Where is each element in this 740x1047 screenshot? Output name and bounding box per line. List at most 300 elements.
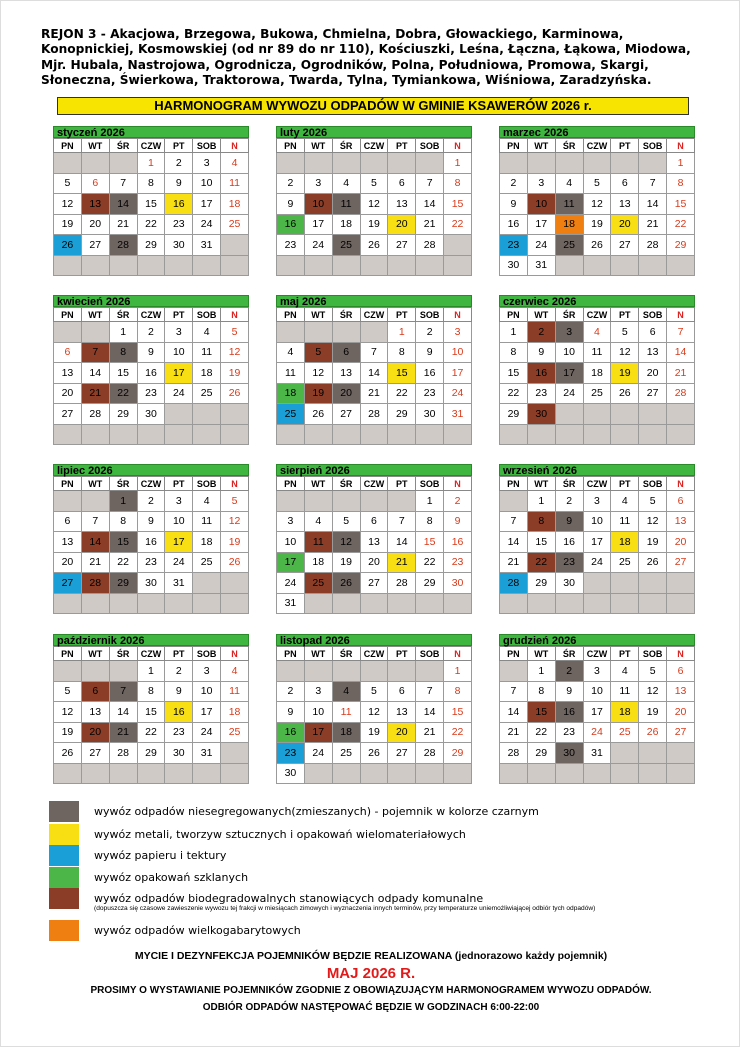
empty-day-cell [137,593,165,614]
month-title: kwiecień 2026 [53,295,249,307]
empty-day-cell [555,404,583,425]
day-cell: 7 [500,511,528,532]
empty-day-cell [81,491,109,512]
weekday-header: SOB [193,308,221,322]
day-cell: 15 [416,532,444,553]
empty-day-cell [165,255,193,276]
day-cell: 29 [137,743,165,764]
day-cell: 12 [360,702,388,723]
empty-day-cell [81,661,109,682]
weekday-header: N [667,308,695,322]
day-cell: 8 [527,681,555,702]
day-cell: 21 [109,214,137,235]
month-table [499,307,695,445]
day-cell: 4 [332,173,360,194]
empty-day-cell [54,255,82,276]
empty-day-cell [221,763,249,784]
weekday-header: PT [165,647,193,661]
day-cell: 5 [639,661,667,682]
empty-day-cell [360,491,388,512]
day-cell: 3 [527,173,555,194]
day-cell: 17 [277,552,305,573]
empty-day-cell [332,255,360,276]
footer-hours-note: ODBIÓR ODPADÓW NASTĘPOWAĆ BĘDZIE W GODZINACH 6:00-22:00 [202,1002,540,1013]
weekday-header: PN [277,647,305,661]
day-cell: 18 [277,383,305,404]
day-cell: 22 [109,552,137,573]
day-cell: 7 [360,342,388,363]
weekday-header: PN [54,308,82,322]
legend-swatch [49,824,79,845]
month-table [499,138,695,276]
empty-day-cell [611,153,639,174]
day-cell: 10 [165,342,193,363]
day-cell: 26 [221,383,249,404]
empty-day-cell [583,404,611,425]
empty-day-cell [304,763,332,784]
weekday-header: WT [81,139,109,153]
weekday-header: WT [304,139,332,153]
weekday-header: ŚR [332,308,360,322]
empty-day-cell [500,593,528,614]
day-cell: 5 [54,681,82,702]
empty-day-cell [416,153,444,174]
month-table [53,646,249,784]
day-cell: 8 [500,342,528,363]
day-cell: 28 [416,235,444,256]
legend-label: wywóz opakowań szklanych [94,871,249,884]
day-cell: 25 [221,214,249,235]
weekday-header: ŚR [555,139,583,153]
legend-label: wywóz odpadów niesegregowanych(zmieszanych) - pojemnik w kolorze czarnym [94,805,539,818]
month-table [276,307,472,445]
day-cell: 1 [388,322,416,343]
day-cell: 9 [137,342,165,363]
day-cell: 4 [221,153,249,174]
day-cell: 13 [611,194,639,215]
weekday-header: SOB [639,647,667,661]
day-cell: 8 [109,342,137,363]
day-cell: 15 [137,194,165,215]
empty-day-cell [81,255,109,276]
day-cell: 26 [583,235,611,256]
empty-day-cell [388,424,416,445]
day-cell: 1 [667,153,695,174]
day-cell: 18 [193,363,221,384]
empty-day-cell [388,255,416,276]
day-cell: 7 [388,511,416,532]
day-cell: 5 [304,342,332,363]
day-cell: 9 [165,681,193,702]
day-cell: 1 [137,661,165,682]
day-cell: 15 [444,702,472,723]
month-table [53,138,249,276]
day-cell: 27 [54,573,82,594]
month-table [276,138,472,276]
day-cell: 26 [54,743,82,764]
day-cell: 10 [304,702,332,723]
weekday-header: PN [500,139,528,153]
day-cell: 2 [527,322,555,343]
day-cell: 11 [611,511,639,532]
empty-day-cell [416,661,444,682]
day-cell: 24 [583,552,611,573]
day-cell: 25 [332,235,360,256]
month-title: grudzień 2026 [499,634,695,646]
empty-day-cell [639,404,667,425]
empty-day-cell [611,404,639,425]
weekday-header: ŚR [109,308,137,322]
empty-day-cell [193,573,221,594]
day-cell: 24 [583,722,611,743]
day-cell: 11 [332,702,360,723]
empty-day-cell [304,424,332,445]
day-cell: 13 [54,363,82,384]
empty-day-cell [221,593,249,614]
day-cell: 3 [193,661,221,682]
day-cell: 12 [639,511,667,532]
day-cell: 5 [360,173,388,194]
empty-day-cell [109,424,137,445]
day-cell: 29 [416,573,444,594]
day-cell: 19 [54,214,82,235]
day-cell: 15 [527,532,555,553]
empty-day-cell [54,593,82,614]
day-cell: 2 [444,491,472,512]
day-cell: 1 [500,322,528,343]
day-cell: 24 [165,552,193,573]
day-cell: 12 [54,194,82,215]
day-cell: 17 [304,214,332,235]
day-cell: 4 [332,681,360,702]
month-table [499,476,695,614]
weekday-header: N [444,308,472,322]
month-calendar [53,295,249,445]
day-cell: 13 [667,681,695,702]
day-cell: 19 [360,214,388,235]
day-cell: 11 [555,194,583,215]
month-table [276,476,472,614]
empty-day-cell [109,255,137,276]
day-cell: 27 [388,235,416,256]
day-cell: 22 [388,383,416,404]
day-cell: 18 [304,552,332,573]
empty-day-cell [277,153,305,174]
weekday-header: N [667,647,695,661]
empty-day-cell [555,255,583,276]
day-cell: 22 [500,383,528,404]
day-cell: 25 [611,552,639,573]
day-cell: 25 [611,722,639,743]
day-cell: 10 [304,194,332,215]
day-cell: 18 [611,532,639,553]
month-title: październik 2026 [53,634,249,646]
legend-swatch [49,801,79,822]
day-cell: 19 [221,363,249,384]
day-cell: 1 [527,491,555,512]
weekday-header: ŚR [332,139,360,153]
weekday-header: PT [388,647,416,661]
empty-day-cell [277,424,305,445]
weekday-header: PT [165,477,193,491]
weekday-header: WT [304,647,332,661]
month-calendar [499,126,695,276]
day-cell: 27 [611,235,639,256]
day-cell: 19 [360,722,388,743]
day-cell: 16 [165,194,193,215]
month-table [276,646,472,784]
day-cell: 23 [500,235,528,256]
day-cell: 25 [193,552,221,573]
empty-day-cell [500,661,528,682]
empty-day-cell [277,322,305,343]
day-cell: 15 [109,363,137,384]
empty-day-cell [667,573,695,594]
day-cell: 13 [81,194,109,215]
empty-day-cell [667,424,695,445]
month-calendar [276,295,472,445]
day-cell: 4 [221,661,249,682]
day-cell: 8 [444,173,472,194]
day-cell: 14 [500,702,528,723]
day-cell: 24 [527,235,555,256]
empty-day-cell [360,153,388,174]
empty-day-cell [54,763,82,784]
footer-request-note: PROSIMY O WYSTAWIANIE POJEMNIKÓW ZGODNIE Z OBOWIĄZUJĄCYM HARMONOGRAMEM WYWOZU ODPADÓW. [90,985,652,996]
day-cell: 25 [193,383,221,404]
day-cell: 3 [304,173,332,194]
empty-day-cell [165,593,193,614]
day-cell: 18 [332,214,360,235]
day-cell: 4 [304,511,332,532]
empty-day-cell [193,404,221,425]
day-cell: 29 [667,235,695,256]
day-cell: 20 [388,214,416,235]
month-title: wrzesień 2026 [499,464,695,476]
empty-day-cell [193,763,221,784]
day-cell: 19 [639,532,667,553]
weekday-header: WT [527,139,555,153]
day-cell: 9 [416,342,444,363]
day-cell: 24 [304,743,332,764]
weekday-header: SOB [416,139,444,153]
weekday-header: PT [611,308,639,322]
day-cell: 17 [583,702,611,723]
day-cell: 23 [137,383,165,404]
day-cell: 8 [137,681,165,702]
day-cell: 9 [137,511,165,532]
day-cell: 5 [332,511,360,532]
day-cell: 18 [221,702,249,723]
day-cell: 8 [444,681,472,702]
empty-day-cell [221,255,249,276]
empty-day-cell [109,661,137,682]
empty-day-cell [611,743,639,764]
day-cell: 25 [332,743,360,764]
weekday-header: SOB [416,647,444,661]
day-cell: 28 [81,404,109,425]
empty-day-cell [667,593,695,614]
empty-day-cell [555,424,583,445]
weekday-header: N [667,139,695,153]
empty-day-cell [583,255,611,276]
day-cell: 9 [277,702,305,723]
day-cell: 3 [193,153,221,174]
day-cell: 13 [360,532,388,553]
empty-day-cell [304,322,332,343]
day-cell: 12 [221,511,249,532]
day-cell: 25 [583,383,611,404]
day-cell: 8 [109,511,137,532]
day-cell: 12 [332,532,360,553]
day-cell: 13 [388,194,416,215]
day-cell: 30 [165,235,193,256]
day-cell: 20 [81,214,109,235]
weekday-header: ŚR [109,139,137,153]
weekday-header: CZW [583,308,611,322]
empty-day-cell [54,322,82,343]
day-cell: 22 [137,722,165,743]
empty-day-cell [304,255,332,276]
day-cell: 21 [416,722,444,743]
day-cell: 10 [555,342,583,363]
weekday-header: WT [81,477,109,491]
day-cell: 2 [137,322,165,343]
day-cell: 13 [639,342,667,363]
day-cell: 8 [388,342,416,363]
legend-swatch [49,845,79,866]
day-cell: 21 [360,383,388,404]
weekday-header: ŚR [332,477,360,491]
weekday-header: WT [304,308,332,322]
empty-day-cell [388,593,416,614]
empty-day-cell [221,404,249,425]
empty-day-cell [500,763,528,784]
day-cell: 7 [500,681,528,702]
weekday-header: SOB [193,139,221,153]
day-cell: 8 [416,511,444,532]
day-cell: 6 [54,342,82,363]
day-cell: 12 [304,363,332,384]
day-cell: 24 [277,573,305,594]
day-cell: 11 [611,681,639,702]
empty-day-cell [388,661,416,682]
empty-day-cell [360,763,388,784]
day-cell: 14 [388,532,416,553]
day-cell: 17 [527,214,555,235]
day-cell: 10 [277,532,305,553]
day-cell: 27 [667,552,695,573]
day-cell: 24 [193,722,221,743]
day-cell: 2 [500,173,528,194]
day-cell: 28 [109,743,137,764]
weekday-header: CZW [583,647,611,661]
day-cell: 23 [137,552,165,573]
empty-day-cell [304,153,332,174]
day-cell: 22 [667,214,695,235]
day-cell: 31 [193,743,221,764]
day-cell: 14 [81,363,109,384]
weekday-header: CZW [583,139,611,153]
day-cell: 11 [332,194,360,215]
day-cell: 25 [555,235,583,256]
empty-day-cell [583,153,611,174]
day-cell: 23 [165,214,193,235]
day-cell: 24 [165,383,193,404]
day-cell: 1 [137,153,165,174]
day-cell: 16 [165,702,193,723]
day-cell: 18 [611,702,639,723]
day-cell: 31 [583,743,611,764]
day-cell: 23 [444,552,472,573]
day-cell: 24 [444,383,472,404]
empty-day-cell [221,235,249,256]
day-cell: 28 [109,235,137,256]
empty-day-cell [109,153,137,174]
day-cell: 17 [165,363,193,384]
day-cell: 30 [500,255,528,276]
day-cell: 6 [611,173,639,194]
weekday-header: PT [165,308,193,322]
weekday-header: CZW [137,477,165,491]
empty-day-cell [444,763,472,784]
day-cell: 26 [611,383,639,404]
day-cell: 28 [639,235,667,256]
day-cell: 12 [360,194,388,215]
day-cell: 13 [332,363,360,384]
day-cell: 27 [360,573,388,594]
day-cell: 4 [583,322,611,343]
day-cell: 10 [193,681,221,702]
day-cell: 21 [500,552,528,573]
weekday-header: ŚR [332,647,360,661]
day-cell: 25 [277,404,305,425]
day-cell: 5 [54,173,82,194]
day-cell: 28 [667,383,695,404]
day-cell: 22 [137,214,165,235]
day-cell: 26 [639,552,667,573]
weekday-header: ŚR [555,308,583,322]
day-cell: 1 [527,661,555,682]
day-cell: 16 [500,214,528,235]
day-cell: 19 [611,363,639,384]
empty-day-cell [277,255,305,276]
day-cell: 6 [388,681,416,702]
day-cell: 18 [221,194,249,215]
month-title: lipiec 2026 [53,464,249,476]
day-cell: 3 [583,661,611,682]
day-cell: 26 [221,552,249,573]
empty-day-cell [555,763,583,784]
legend-swatch [49,920,79,941]
day-cell: 30 [444,573,472,594]
day-cell: 16 [277,722,305,743]
day-cell: 2 [165,153,193,174]
day-cell: 14 [109,194,137,215]
day-cell: 10 [193,173,221,194]
day-cell: 24 [193,214,221,235]
day-cell: 25 [304,573,332,594]
day-cell: 27 [54,404,82,425]
day-cell: 18 [555,214,583,235]
weekday-header: N [221,647,249,661]
day-cell: 7 [81,342,109,363]
weekday-header: N [221,139,249,153]
empty-day-cell [639,593,667,614]
legend-swatch [49,888,79,909]
weekday-header: PT [388,308,416,322]
day-cell: 4 [193,491,221,512]
